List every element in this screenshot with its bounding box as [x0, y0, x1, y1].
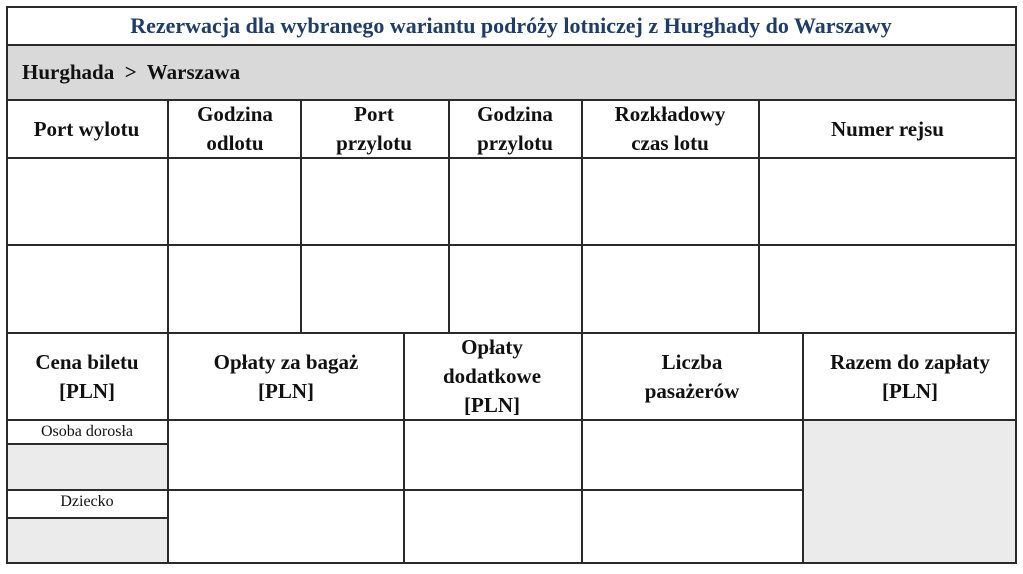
header-departure-time: Godzina odlotu [197, 102, 273, 155]
form-title: Rezerwacja dla wybranego wariantu podróży lotniczej z Hurghady do Warszawy [130, 12, 892, 38]
baggage-fee-child-cell[interactable] [168, 489, 404, 563]
route-label: Hurghada > Warszawa [22, 59, 241, 84]
passenger-type-child: Dziecko [60, 492, 114, 510]
header-extra-fees: Opłaty dodatkowe [PLN] [443, 335, 542, 417]
header-total-to-pay: Razem do zapłaty [PLN] [830, 349, 990, 403]
extra-fee-child-cell[interactable] [404, 489, 581, 563]
passenger-count-adult-cell[interactable] [581, 420, 803, 489]
header-baggage-fees: Opłaty za bagaż [PLN] [213, 349, 359, 403]
child-price-input-cell[interactable] [6, 518, 168, 563]
flight-row-2[interactable] [6, 245, 1016, 332]
extra-fee-adult-cell[interactable] [404, 420, 581, 489]
header-arrival-airport: Port przylotu [336, 102, 412, 155]
header-scheduled-flight-time: Rozkładowy czas lotu [614, 102, 726, 155]
header-departure-airport: Port wylotu [33, 116, 140, 141]
passenger-count-child-cell[interactable] [581, 489, 803, 563]
header-arrival-time: Godzina przylotu [477, 102, 553, 155]
total-to-pay-cell[interactable] [803, 420, 1016, 563]
adult-price-input-cell[interactable] [6, 444, 168, 489]
header-ticket-price: Cena biletu [PLN] [35, 349, 139, 403]
header-flight-number: Numer rejsu [831, 116, 944, 141]
passenger-type-adult: Osoba dorosła [41, 422, 133, 440]
header-passenger-count: Liczba pasażerów [644, 349, 740, 403]
baggage-fee-adult-cell[interactable] [168, 420, 404, 489]
flight-row-1[interactable] [6, 158, 1016, 245]
